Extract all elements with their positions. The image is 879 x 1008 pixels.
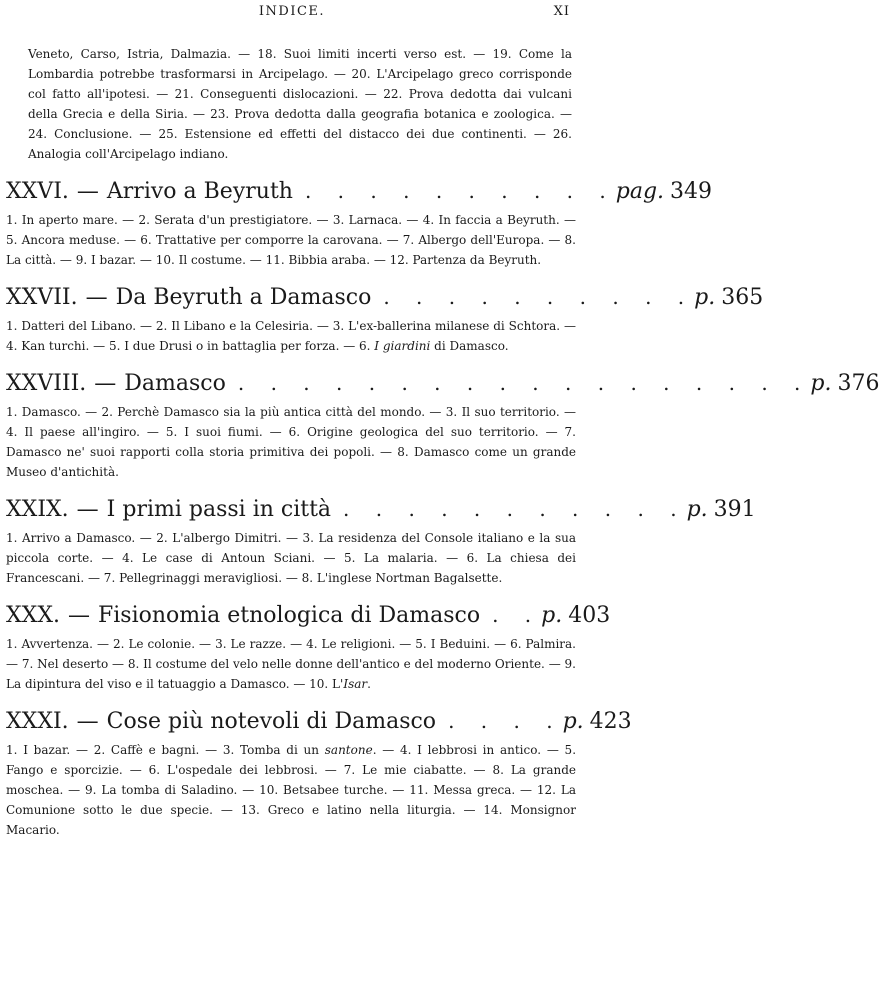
- chapter-items: 1. Arrivo a Damasco. — 2. L'albergo Dimitri. — 3. La residenza del Console italiano e la sua piccola corte. — 4. Le case di Antoun Sciani. — 5. La malaria. — 6. La chiesa dei Francescani. — 7. Pellegrinaggi meravigliosi. — 8. L'inglese Nortman Bagalsette.: [6, 531, 576, 585]
- running-head: [0, 4, 584, 26]
- chapter-page: 403: [568, 603, 611, 628]
- chapter-title: Fisionomia etnologica di Damasco: [97, 603, 481, 628]
- chapter-items-text: 1. Datteri del Libano. — 2. Il Libano e la Celesiria. — 3. L'ex-ballerina milanese di Schtora. — 4. Kan turchi. — 5. I due Drusi o in battaglia per forza. — 6.: [6, 319, 576, 353]
- chapter-xxvii: [6, 282, 764, 356]
- heading-dash: —: [76, 709, 99, 734]
- page-number: XI: [553, 4, 570, 19]
- intro-paragraph: Veneto, Carso, Istria, Dalmazia. — 18. Suoi limiti incerti verso est. — 19. Come la Lombardia potrebbe trasformarsi in Arcipelago. — 20. L'Arcipelago greco corrisponde col fatto all'ipotesi. — 21. Conseguenti dislocazioni. — 22. Prova dedotta dai vulcani della Grecia e della Siria. — 23. Prova dedotta dalla geografia botanica e zoologica. — 24. Conclusione. — 25. Estensione ed effetti del distacco dei due continenti. — 26. Analogia coll'Arcipelago indiano.: [28, 47, 572, 161]
- chapter-items-emphasis: santone: [324, 743, 373, 757]
- page-label: pag.: [615, 179, 665, 204]
- chapter-items: 1. Damasco. — 2. Perchè Damasco sia la più antica città del mondo. — 3. Il suo territorio. — 4. Il paese all'ingiro. — 5. I suoi fiumi. — 6. Origine geologica del suo territorio. — 7. Damasco ne' suoi rapporti colla storia primitiva dei popoli. — 8. Damasco come un grande Museo d'antichità.: [6, 405, 576, 479]
- chapter-items-tail: . — 4. I lebbrosi in antico. — 5. Fango e sporcizie. — 6. L'ospedale dei lebbrosi. — 7. Le mie ciabatte. — 8. La grande moschea. — 9. La tomba di Saladino. — 10. Betsabee turche. — 11. Messa greca. — 12. La Comunione sotto le due specie. — 13. Greco e latino nella liturgia. — 14. Monsignor Macario.: [6, 743, 577, 837]
- heading-dash: —: [76, 497, 99, 522]
- chapter-items: 1. In aperto mare. — 2. Serata d'un prestigiatore. — 3. Larnaca. — 4. In faccia a Beyruth. — 5. Ancora meduse. — 6. Trattative per comporre la carovana. — 7. Albergo dell'Europa. — 8. La città. — 9. I bazar. — 10. Il costume. — 11. Bibbia araba. — 12. Partenza da Beyruth.: [6, 213, 576, 267]
- chapter-title: I primi passi in città: [106, 497, 332, 522]
- heading-dash: —: [76, 179, 99, 204]
- chapter-title: Cose più notevoli di Damasco: [106, 709, 437, 734]
- page-label: p.: [810, 371, 832, 396]
- chapter-items-emphasis: I giardini: [374, 339, 431, 353]
- chapter-title: Arrivo a Beyruth: [106, 179, 293, 204]
- chapter-items-text: 1. I bazar. — 2. Caffè e bagni. — 3. Tomba di un: [6, 743, 325, 757]
- running-head-title: INDICE.: [258, 4, 326, 19]
- chapter-page: 349: [670, 179, 713, 204]
- index-content: [6, 44, 879, 840]
- chapter-heading: [6, 282, 764, 314]
- leader-dots: . . . . . . . . . . . . . . . . . .: [237, 371, 811, 395]
- chapter-items: [6, 316, 576, 356]
- page-label: p.: [694, 285, 716, 310]
- chapter-heading: [6, 368, 879, 400]
- heading-dash: —: [85, 285, 108, 310]
- chapter-number: XXVI.: [6, 179, 69, 204]
- chapter-heading: [6, 176, 713, 208]
- chapter-items-tail: di Damasco.: [430, 339, 509, 353]
- chapter-page: 376: [837, 371, 879, 396]
- leader-dots: . . . . . . . . . .: [383, 285, 695, 309]
- chapter-xxxi: [6, 706, 632, 840]
- chapter-number: XXX.: [6, 603, 60, 628]
- page-label: p.: [541, 603, 563, 628]
- heading-dash: —: [67, 603, 90, 628]
- chapter-xxix: [6, 494, 756, 588]
- chapter-items-text: 1. Avvertenza. — 2. Le colonie. — 3. Le razze. — 4. Le religioni. — 5. I Beduini. — 6. Palmira. — 7. Nel deserto — 8. Il costume del velo nelle donne dell'antico e del moderno Oriente. — 9. La dipintura del viso e il tatuaggio a Damasco. — 10. L': [6, 637, 576, 691]
- chapter-heading: [6, 494, 756, 526]
- chapter-page: 365: [721, 285, 764, 310]
- chapter-page: 391: [713, 497, 756, 522]
- chapter-xxx: [6, 600, 611, 694]
- chapter-number: XXXI.: [6, 709, 69, 734]
- leader-dots: . . . .: [448, 709, 563, 733]
- page-label: p.: [686, 497, 708, 522]
- chapter-items-emphasis: Isar: [343, 677, 368, 691]
- chapter-items-tail: .: [367, 677, 371, 691]
- chapter-page: 423: [589, 709, 632, 734]
- leader-dots: . . . . . . . . . .: [304, 179, 616, 203]
- chapter-heading: [6, 600, 611, 632]
- chapter-number: XXVII.: [6, 285, 78, 310]
- chapter-title: Da Beyruth a Damasco: [115, 285, 372, 310]
- chapter-number: XXIX.: [6, 497, 69, 522]
- chapter-title: Damasco: [124, 371, 226, 396]
- page-label: p.: [562, 709, 584, 734]
- chapter-number: XXVIII.: [6, 371, 87, 396]
- leader-dots: . .: [492, 603, 542, 627]
- chapter-heading: [6, 706, 632, 738]
- chapter-items: [6, 634, 576, 694]
- chapter-items: [6, 740, 576, 840]
- chapter-xxvi: [6, 176, 713, 270]
- leader-dots: . . . . . . . . . . .: [343, 497, 687, 521]
- chapter-xxviii: [6, 368, 879, 482]
- heading-dash: —: [94, 371, 117, 396]
